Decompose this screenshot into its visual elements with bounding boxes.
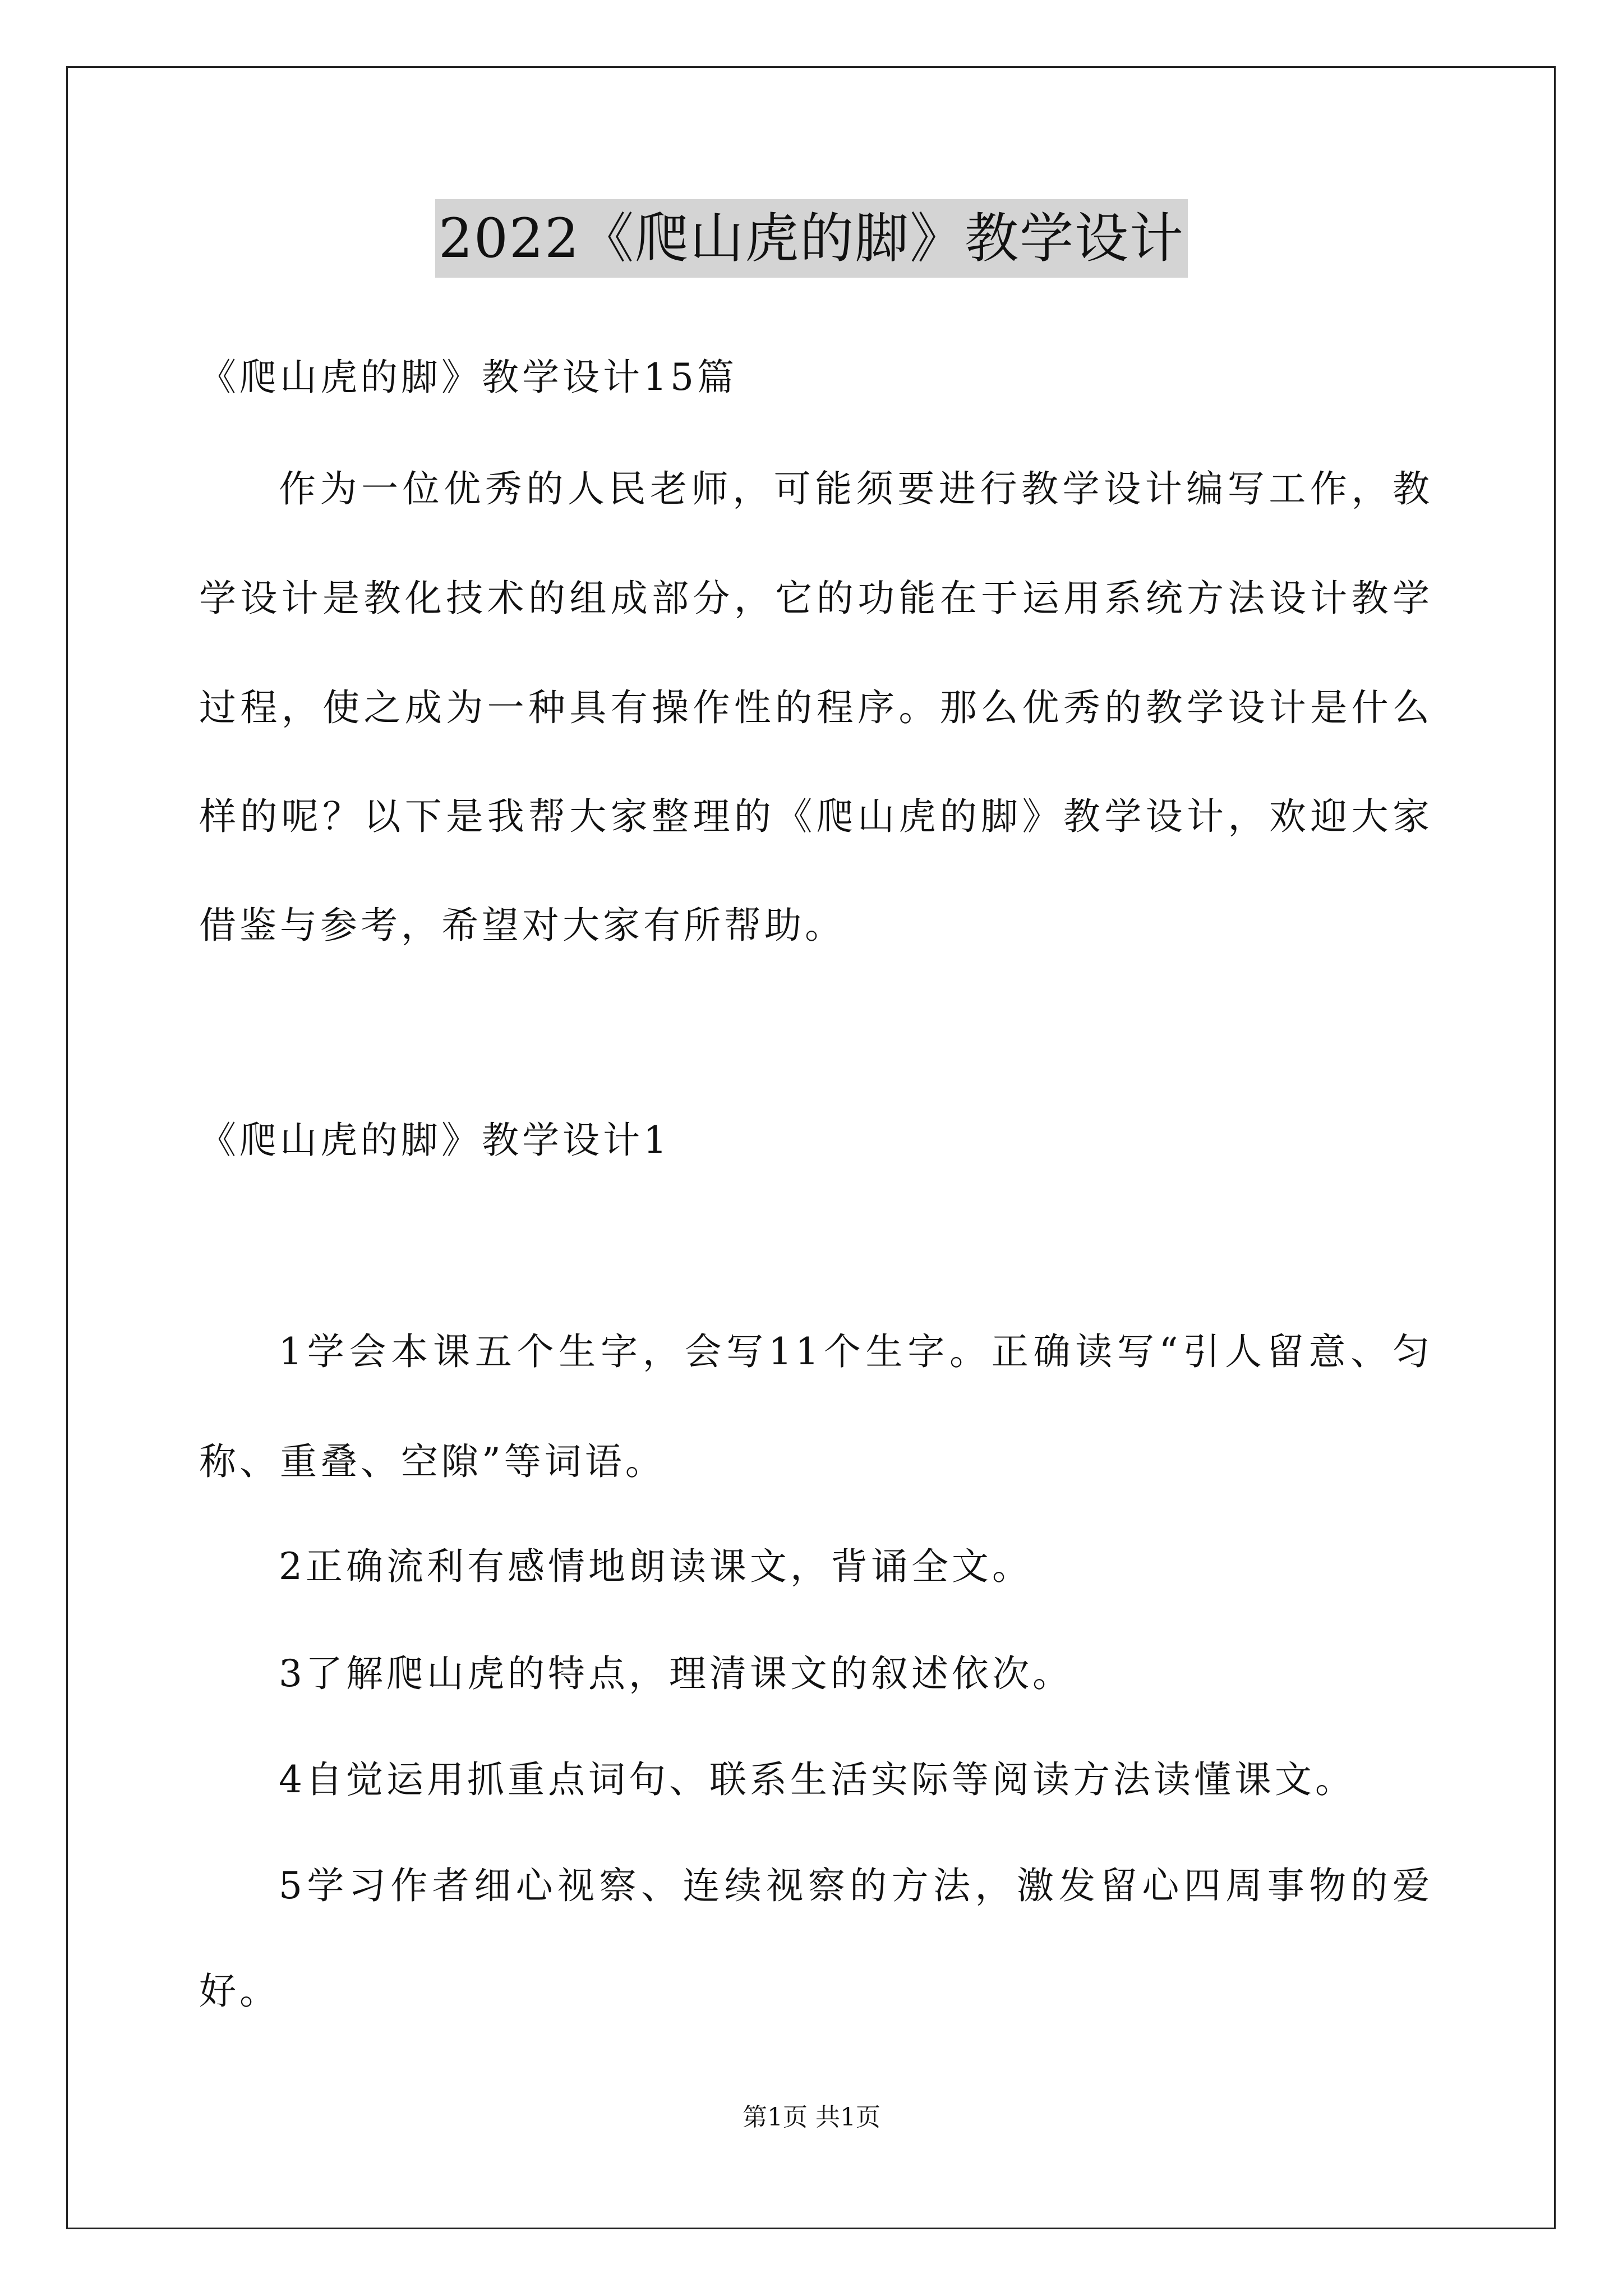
- intro-line: 学设计是教化技术的组成部分，它的功能在于运用系统方法设计教学: [199, 577, 1433, 620]
- intro-line: 样的呢？以下是我帮大家整理的《爬山虎的脚》教学设计，欢迎大家: [199, 795, 1433, 838]
- objective-line: 好。: [199, 1970, 280, 2013]
- intro-line: 过程，使之成为一种具有操作性的程序。那么优秀的教学设计是什么: [199, 686, 1433, 729]
- intro-line: 借鉴与参考，希望对大家有所帮助。: [199, 904, 845, 947]
- objective-line: 3了解爬山虎的特点，理清课文的叙述依次。: [279, 1652, 1073, 1695]
- title-container: [0, 199, 1623, 278]
- objective-line: 4自觉运用抓重点词句、联系生活实际等阅读方法读懂课文。: [279, 1758, 1355, 1801]
- objective-line: 1学会本课五个生字，会写11个生字。正确读写“引人留意、匀: [279, 1330, 1433, 1373]
- section-heading: 《爬山虎的脚》教学设计1: [199, 1119, 670, 1162]
- document-title: 2022《爬山虎的脚》教学设计: [435, 199, 1188, 278]
- objective-line: 称、重叠、空隙”等词语。: [199, 1440, 666, 1483]
- document-subtitle: 《爬山虎的脚》教学设计15篇: [199, 356, 737, 399]
- objective-line: 2正确流利有感情地朗读课文，背诵全文。: [279, 1545, 1032, 1588]
- page-footer: 第1页 共1页: [743, 2103, 880, 2132]
- objective-line: 5学习作者细心视察、连续视察的方法，激发留心四周事物的爱: [279, 1864, 1433, 1907]
- intro-line: 作为一位优秀的人民老师，可能须要进行教学设计编写工作，教: [279, 467, 1433, 510]
